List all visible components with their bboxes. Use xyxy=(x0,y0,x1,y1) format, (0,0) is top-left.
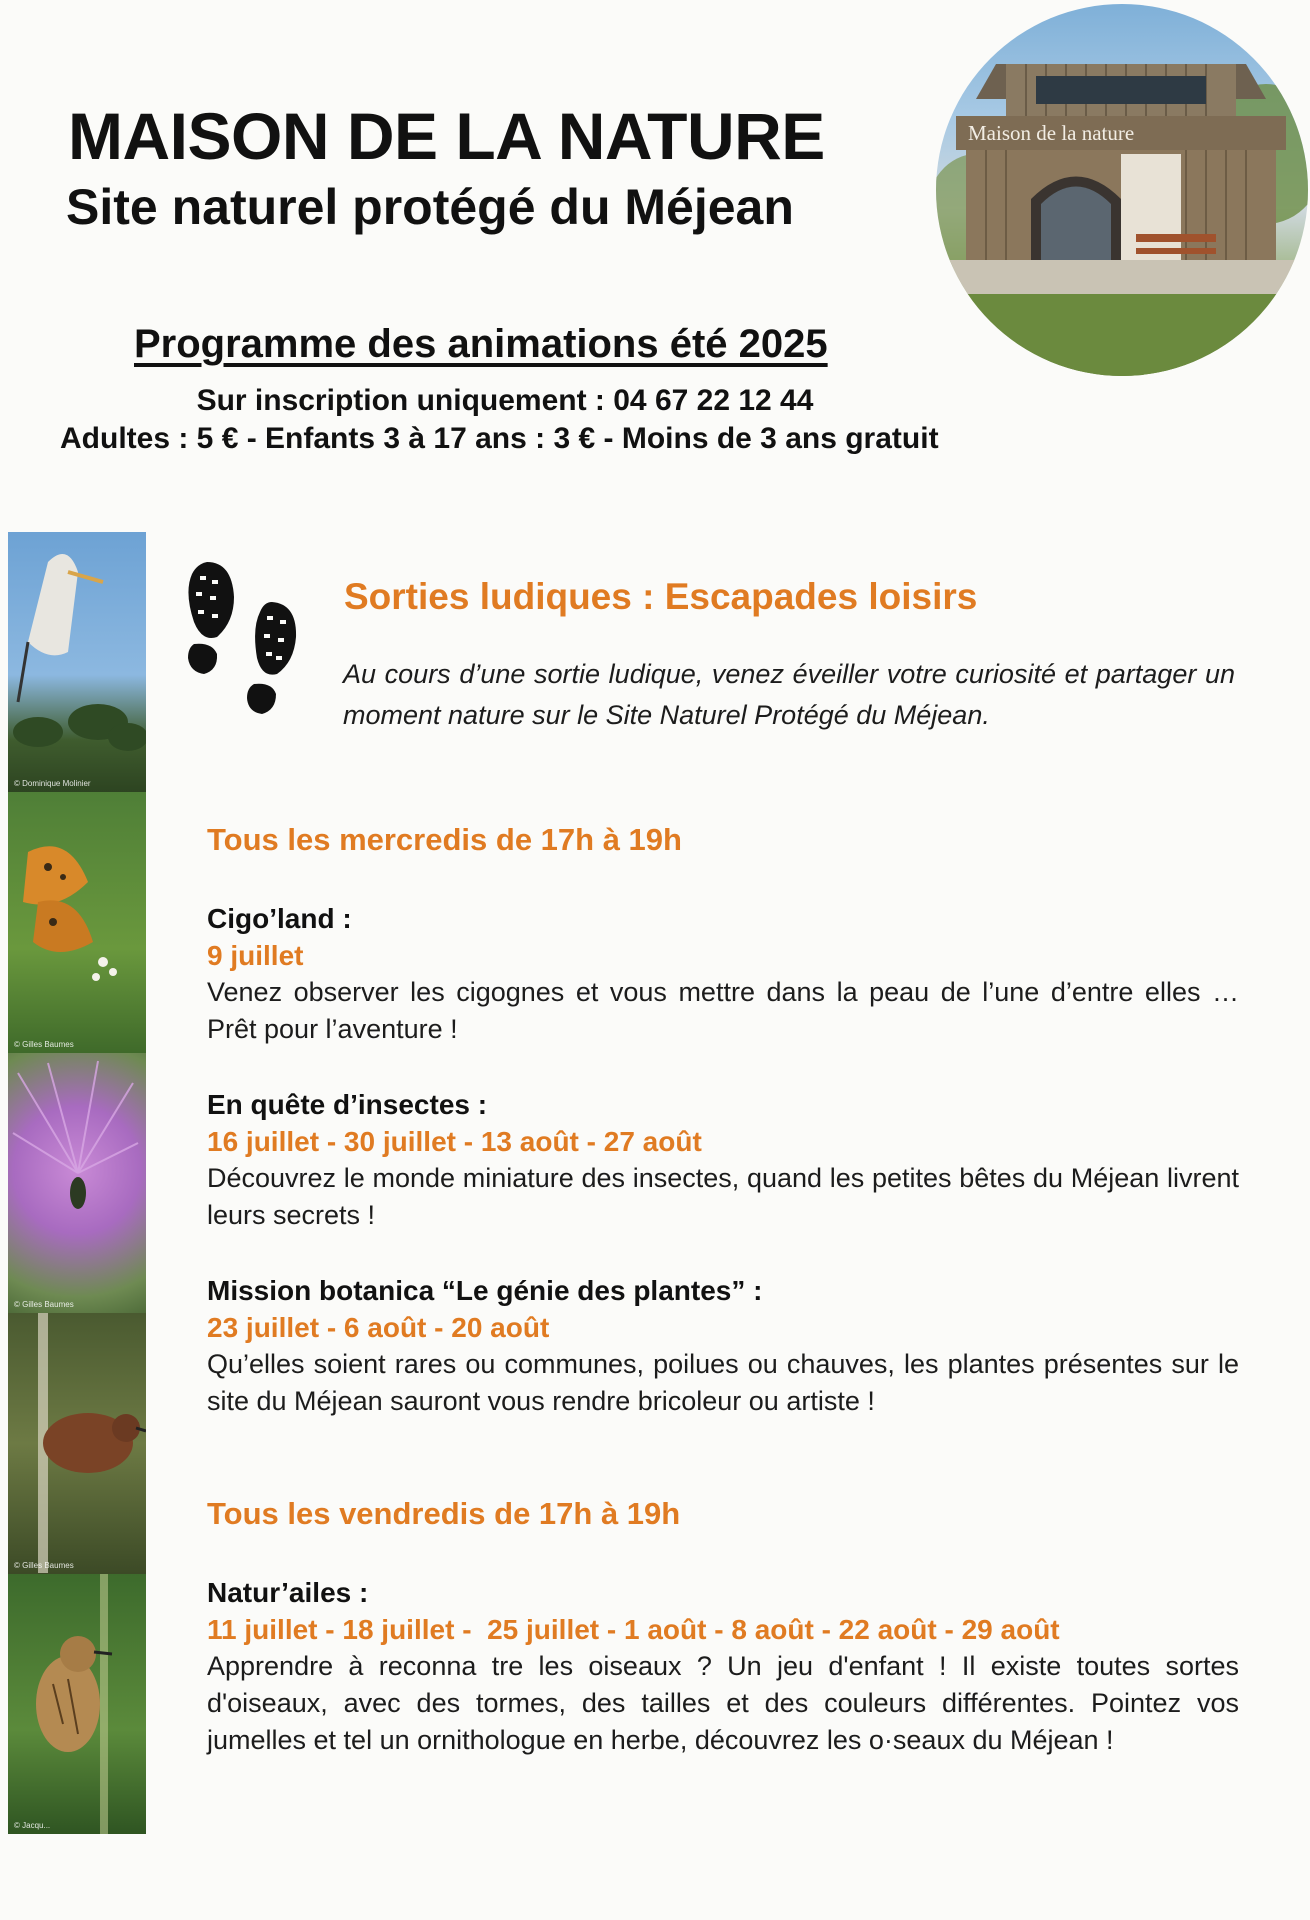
activity-dates: 16 juillet - 30 juillet - 13 août - 27 août xyxy=(207,1126,702,1157)
activity-naturailes xyxy=(207,1574,1239,1759)
photo-credit: © Gilles Baumes xyxy=(14,1039,74,1049)
heron-illustration xyxy=(8,532,146,792)
activity-name: Natur’ailes : xyxy=(207,1577,369,1608)
program-title: Programme des animations été 2025 xyxy=(134,322,828,366)
page-title: MAISON DE LA NATURE xyxy=(68,99,825,173)
building-illustration xyxy=(936,4,1308,376)
prices-line: Adultes : 5 € - Enfants 3 à 17 ans : 3 € - Moins de 3 ans gratuit xyxy=(60,422,939,455)
photo-credit: © Gilles Baumes xyxy=(14,1300,74,1310)
activity-dates: 23 juillet - 6 août - 20 août xyxy=(207,1312,550,1343)
wednesday-schedule: Tous les mercredis de 17h à 19h xyxy=(207,822,682,857)
activity-description: Apprendre à reconna tre les oiseaux ? Un jeu d'enfant ! Il existe toutes sortes d'oiseaux, avec des tormes, des tailles et des couleurs différentes. Pointez vos jumelles et tel un ornithologue en herbe, découvrez les o·seaux du Méjean ! xyxy=(207,1651,1239,1755)
activity-description: Qu’elles soient rares ou communes, poilues ou chauves, les plantes présentes sur le site du Méjean sauront vous rendre bricoleur ou artiste ! xyxy=(207,1349,1239,1416)
building-photo xyxy=(936,4,1308,376)
photo-credit: © Gilles Baumes xyxy=(14,1560,74,1570)
activity-dates: 9 juillet xyxy=(207,940,304,971)
thistle-photo xyxy=(8,1053,146,1313)
wren-illustration xyxy=(8,1313,146,1573)
butterfly-illustration xyxy=(8,792,146,1052)
bird-photo xyxy=(8,1313,146,1573)
activity-dates: 11 juillet - 18 juillet - 25 juillet - 1 août - 8 août - 22 août - 29 août xyxy=(207,1614,1060,1645)
activity-cigoland xyxy=(207,900,1239,1048)
heron-photo xyxy=(8,532,146,792)
friday-schedule: Tous les vendredis de 17h à 19h xyxy=(207,1496,681,1531)
activity-name: Mission botanica “Le génie des plantes” : xyxy=(207,1275,763,1306)
activity-description: Découvrez le monde miniature des insectes, quand les petites bêtes du Méjean livrent leurs secrets ! xyxy=(207,1163,1239,1230)
section-intro: Au cours d’une sortie ludique, venez éveiller votre curiosité et partager un moment nature sur le Site Naturel Protégé du Méjean. xyxy=(343,659,1235,730)
butterfly-photo xyxy=(8,792,146,1052)
activity-description: Venez observer les cigognes et vous mettre dans la peau de l’une d’entre elles … Prêt pour l’aventure ! xyxy=(207,977,1239,1044)
section-title: Sorties ludiques : Escapades loisirs xyxy=(344,576,978,617)
warbler-illustration xyxy=(8,1574,146,1834)
activity-name: En quête d’insectes : xyxy=(207,1089,488,1120)
inscription-line: Sur inscription uniquement : 04 67 22 12 44 xyxy=(196,384,814,417)
activity-name: Cigo’land : xyxy=(207,903,352,934)
photo-credit: © Jacqu... xyxy=(14,1821,51,1831)
building-sign: Maison de la nature xyxy=(968,121,1135,145)
warbler-photo xyxy=(8,1574,146,1834)
photo-strip xyxy=(8,532,146,1834)
activity-insectes xyxy=(207,1086,1239,1234)
page-subtitle: Site naturel protégé du Méjean xyxy=(66,179,794,235)
footprints-icon xyxy=(172,562,312,732)
activity-botanica xyxy=(207,1272,1239,1420)
photo-credit: © Dominique Molinier xyxy=(14,779,91,789)
insect-illustration xyxy=(8,1053,146,1313)
